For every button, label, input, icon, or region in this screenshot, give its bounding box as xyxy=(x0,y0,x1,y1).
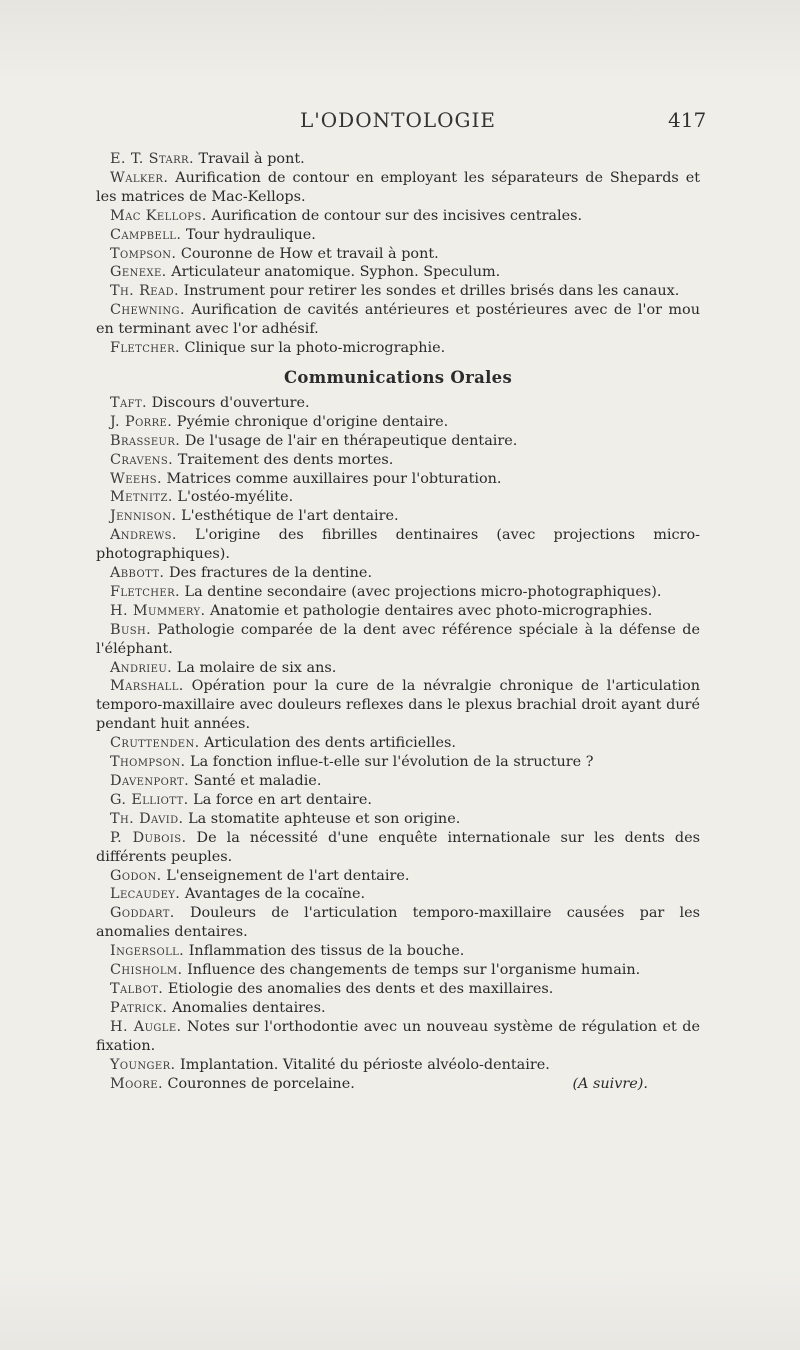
list-item xyxy=(96,150,700,169)
entry-text: Discours d'ouverture. xyxy=(147,394,310,411)
running-head xyxy=(0,108,800,136)
entry-text: Articulateur anatomique. Syphon. Speculum. xyxy=(166,264,501,281)
entry-author: Talbot. xyxy=(110,980,164,997)
entry-author: Godon. xyxy=(110,867,162,884)
entry-text: Notes sur l'orthodontie avec un nouveau système de régulation et de fixation. xyxy=(96,1018,700,1054)
entry-author: Chewning. xyxy=(110,302,185,319)
list-item xyxy=(96,810,700,829)
entry-text: Instrument pour retirer les sondes et drilles brisés dans les canaux. xyxy=(179,283,680,300)
entry-author: Ingersoll. xyxy=(110,943,185,960)
list-item xyxy=(96,339,700,358)
entry-text: Aurification de cavités antérieures et postérieures avec de l'or mou en terminant avec l'or adhésif. xyxy=(96,302,700,338)
list-item xyxy=(96,621,700,659)
entry-text: Travail à pont. xyxy=(193,151,305,167)
entry-author: E. T. Starr. xyxy=(110,151,194,167)
list-item xyxy=(96,772,700,791)
list-item xyxy=(96,942,700,961)
list-item xyxy=(96,999,700,1018)
entry-text: Pyémie chronique d'origine dentaire. xyxy=(172,413,449,430)
entry-author: Lecaudey. xyxy=(110,886,181,903)
entry-text: La force en art dentaire. xyxy=(188,791,372,808)
entry-text: L'enseignement de l'art dentaire. xyxy=(161,867,410,884)
entry-author: Moore. xyxy=(110,1075,163,1092)
entry-author: H. Augle. xyxy=(110,1018,182,1035)
entry-text: De l'usage de l'air en thérapeutique dentaire. xyxy=(180,432,518,449)
entry-author: Goddart. xyxy=(110,905,175,922)
entry-text: De la nécessité d'une enquête internationale sur les dents des différents peuples. xyxy=(96,829,700,865)
entry-author: Jennison. xyxy=(110,508,177,525)
entry-text: Couronnes de porcelaine. xyxy=(162,1075,355,1092)
entry-author: Thompson. xyxy=(110,754,186,771)
entry-text: Aurification de contour en employant les séparateurs de Shepards et les matrices de Mac-Kellops. xyxy=(96,169,700,205)
list-item xyxy=(96,507,700,526)
entry-author: Andrieu. xyxy=(110,659,173,676)
entry-author: Abbott. xyxy=(110,565,165,582)
entry-author: Fletcher. xyxy=(110,583,180,600)
list-item xyxy=(96,885,700,904)
entry-text: Anomalies dentaires. xyxy=(167,999,326,1016)
entry-author: Cruttenden. xyxy=(110,735,200,752)
entry-author: Tompson. xyxy=(110,245,177,262)
list-item xyxy=(96,394,700,413)
entry-author: Bush. xyxy=(110,621,152,638)
list-item xyxy=(96,734,700,753)
list-item xyxy=(96,451,700,470)
entry-text: Etiologie des anomalies des dents et des maxillaires. xyxy=(163,980,554,997)
entry-author: Andrews. xyxy=(110,527,177,544)
page-body xyxy=(96,150,700,1093)
entry-author: Genexe. xyxy=(110,264,167,281)
entry-text: La fonction influe-t-elle sur l'évolution de la structure ? xyxy=(185,754,594,771)
entry-author: J. Porre. xyxy=(110,413,173,430)
entry-text: Aurification de contour sur des incisives centrales. xyxy=(206,207,583,224)
list-item xyxy=(96,904,700,942)
list-item xyxy=(96,1018,700,1056)
list-item xyxy=(96,659,700,678)
entry-text: L'esthétique de l'art dentaire. xyxy=(176,508,399,525)
list-item xyxy=(96,470,700,489)
entry-text: Santé et maladie. xyxy=(189,773,322,789)
list-item xyxy=(96,169,700,207)
entry-text: Douleurs de l'articulation temporo-maxillaire causées par les anomalies dentaires. xyxy=(96,905,700,941)
journal-title: L'ODONTOLOGIE xyxy=(300,108,496,132)
entry-text: Inflammation des tissus de la bouche. xyxy=(184,943,465,960)
entry-text: Traitement des dents mortes. xyxy=(173,451,394,468)
entry-author: Th. Read. xyxy=(110,283,180,300)
entry-text: La stomatite aphteuse et son origine. xyxy=(183,810,461,827)
list-item xyxy=(96,677,700,734)
list-item xyxy=(96,753,700,772)
list-item xyxy=(96,791,700,810)
list-item xyxy=(96,301,700,339)
list-item xyxy=(96,526,700,564)
entry-author: Davenport. xyxy=(110,773,190,789)
entry-author: Weehs. xyxy=(110,470,162,487)
entry-author: Fletcher. xyxy=(110,340,180,357)
list-item xyxy=(96,245,700,264)
entry-text: Avantages de la cocaïne. xyxy=(180,886,366,903)
entry-text: Anatomie et pathologie dentaires avec photo-micrographies. xyxy=(205,602,653,619)
entry-author: Taft. xyxy=(110,394,148,411)
list-item xyxy=(96,207,700,226)
entry-text: Influence des changements de temps sur l'organisme humain. xyxy=(182,962,641,979)
list-item xyxy=(96,1056,700,1075)
list-item xyxy=(96,263,700,282)
page-number: 417 xyxy=(668,108,707,132)
entry-author: Chisholm. xyxy=(110,962,183,979)
entry-author: G. Elliott. xyxy=(110,791,189,808)
list-item xyxy=(96,488,700,507)
entry-text: Clinique sur la photo-micrographie. xyxy=(179,340,446,357)
entry-text: Pathologie comparée de la dent avec référence spéciale à la défense de l'éléphant. xyxy=(96,621,700,657)
entry-text: Matrices comme auxillaires pour l'obturation. xyxy=(161,470,502,487)
last-entry xyxy=(96,1075,700,1094)
continuation-note: (A suivre). xyxy=(572,1075,648,1092)
entry-author: Walker. xyxy=(110,169,169,186)
entry-author: Marshall. xyxy=(110,678,184,695)
entry-author: Younger. xyxy=(110,1056,176,1073)
entry-text: La dentine secondaire (avec projections micro-photographiques). xyxy=(179,583,662,600)
entry-text: Couronne de How et travail à pont. xyxy=(176,245,439,262)
entry-author: Campbell. xyxy=(110,226,182,243)
list-item xyxy=(96,980,700,999)
entry-text: Opération pour la cure de la névralgie chronique de l'articulation temporo-maxillaire avec douleurs reflexes dans le plexus brachial droit ayant duré pendant huit années. xyxy=(96,678,700,733)
entry-text: L'origine des fibrilles dentinaires (avec projections micro-photographiques). xyxy=(96,527,700,563)
list-item xyxy=(96,413,700,432)
list-item xyxy=(96,602,700,621)
entry-author: H. Mummery. xyxy=(110,602,206,619)
oral-communications-list xyxy=(96,394,700,1075)
entry-author: Cravens. xyxy=(110,451,174,468)
list-item xyxy=(96,226,700,245)
entry-author: P. Dubois. xyxy=(110,829,187,846)
list-item xyxy=(96,867,700,886)
entry-text: Des fractures de la dentine. xyxy=(164,565,373,582)
demonstrations-list xyxy=(96,150,700,358)
list-item xyxy=(96,583,700,602)
entry-author: Th. David. xyxy=(110,810,184,827)
entry-text: Articulation des dents artificielles. xyxy=(199,735,456,752)
list-item xyxy=(96,564,700,583)
list-item xyxy=(96,829,700,867)
entry-text: Implantation. Vitalité du périoste alvéolo-dentaire. xyxy=(175,1056,550,1073)
entry-author: Patrick. xyxy=(110,999,168,1016)
section-heading: Communications Orales xyxy=(283,367,513,387)
entry-author: Metnitz. xyxy=(110,489,173,506)
list-item xyxy=(96,961,700,980)
entry-author: Mac Kellops. xyxy=(110,207,207,224)
entry-author: Brasseur. xyxy=(110,432,181,449)
entry-text: La molaire de six ans. xyxy=(172,659,337,676)
list-item xyxy=(96,432,700,451)
entry-text: Tour hydraulique. xyxy=(181,226,316,243)
entry-text: L'ostéo-myélite. xyxy=(172,489,294,506)
list-item xyxy=(96,282,700,301)
